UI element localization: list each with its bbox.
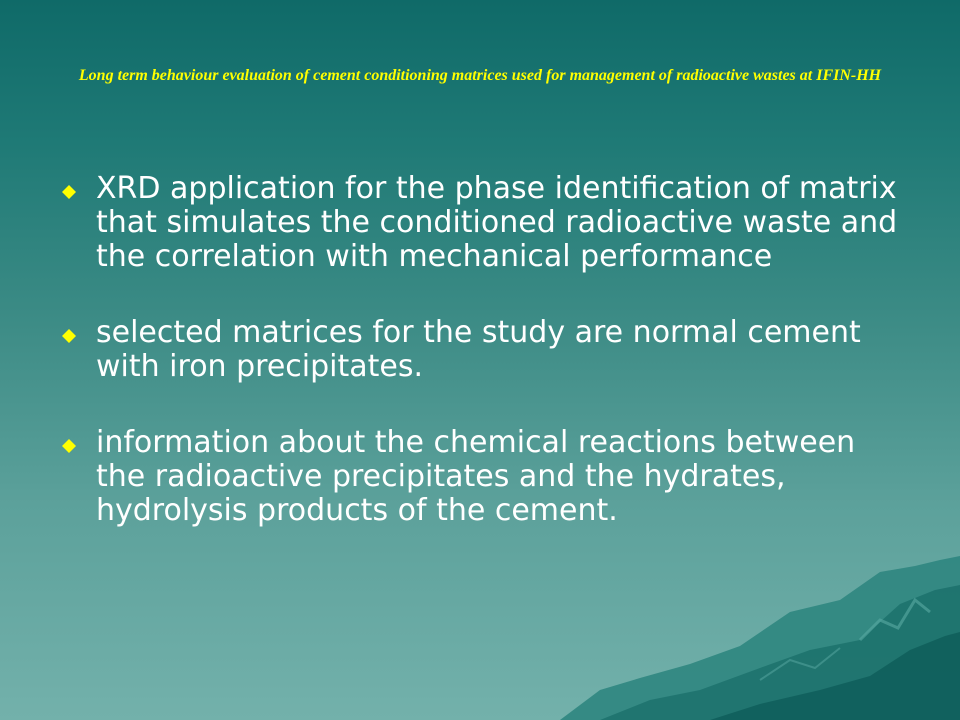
bullet-item (58, 426, 908, 528)
diamond-icon (62, 329, 76, 343)
bullet-text: XRD application for the phase identification of matrix that simulates the conditioned radioactive waste and the correlation with mechanical performance (96, 171, 898, 274)
diamond-icon (62, 439, 76, 453)
bullet-item (58, 316, 908, 384)
bullet-item (58, 172, 908, 274)
bullet-list (58, 172, 908, 570)
bullet-text: selected matrices for the study are normal cement with iron precipitates. (96, 315, 861, 384)
diamond-icon (62, 185, 76, 199)
bullet-text: information about the chemical reactions between the radioactive precipitates and the hydrates, hydrolysis products of the cement. (96, 425, 856, 528)
slide-title: Long term behaviour evaluation of cement conditioning matrices used for management of radioactive wastes at IFIN-HH (78, 67, 882, 84)
